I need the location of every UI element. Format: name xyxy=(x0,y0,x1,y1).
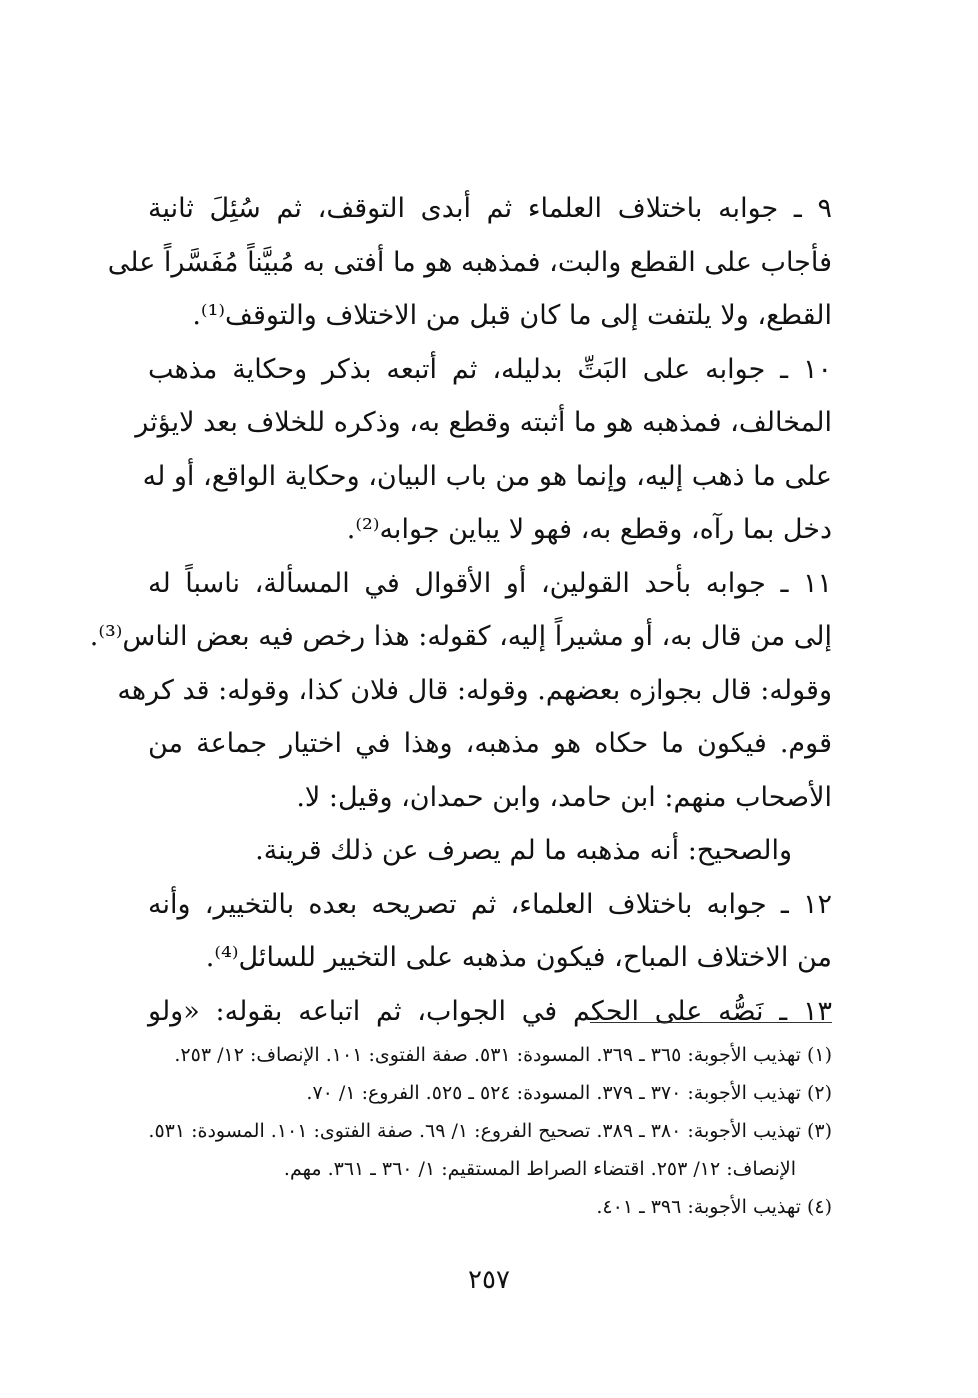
page-number: ٢٥٧ xyxy=(468,1265,510,1295)
text-line: المخالف، فمذهبه هو ما أثبته وقطع به، وذكره للخلاف بعد لايؤثر xyxy=(135,407,832,438)
text-line: فأجاب على القطع والبت، فمذهبه هو ما أفتى به مُبيَّناً مُفَسَّراً على xyxy=(107,246,832,278)
text-line: دخل بما رآه، وقطع به، فهو لا يباين جوابه⁽²⁾. xyxy=(346,514,832,545)
footnote-line: (١) تهذيب الأجوبة: ٣٦٥ ـ ٣٦٩. المسودة: ٥٣١. صفة الفتوى: ١٠١. الإنصاف: ١٢/ ٢٥٣. xyxy=(174,1044,832,1066)
footnote-line: (٣) تهذيب الأجوبة: ٣٨٠ ـ ٣٨٩. تصحيح الفروع: ١/ ٦٩. صفة الفتوى: ١٠١. المسودة: ٥٣١. xyxy=(148,1120,832,1142)
footnote-line: (٢) تهذيب الأجوبة: ٣٧٠ ـ ٣٧٩. المسودة: ٥٢٤ ـ ٥٢٥. الفروع: ١/ ٧٠. xyxy=(306,1082,832,1104)
text-line: ١١ ـ جوابه بأحد القولين، أو الأقوال في المسألة، ناسباً له xyxy=(148,567,832,599)
footnote-line: الإنصاف: ١٢/ ٢٥٣. اقتضاء الصراط المستقيم: ١/ ٣٦٠ ـ ٣٦١. مهم. xyxy=(283,1158,796,1180)
footnotes xyxy=(148,1036,832,1226)
text-line: ٩ ـ جوابه باختلاف العلماء ثم أبدى التوقف، ثم سُئِلَ ثانية xyxy=(148,193,832,224)
text-line: إلى من قال به، أو مشيراً إليه، كقوله: هذا رخص فيه بعض الناس⁽³⁾. xyxy=(89,621,832,652)
text-line: والصحيح: أنه مذهبه ما لم يصرف عن ذلك قرينة. xyxy=(255,835,792,866)
text-line: القطع، ولا يلتفت إلى ما كان قبل من الاختلاف والتوقف⁽¹⁾. xyxy=(192,300,832,331)
text-line: ١٠ ـ جوابه على البَتِّ بدليله، ثم أتبعه بذكر وحكاية مذهب xyxy=(148,353,832,385)
text-line: قوم. فيكون ما حكاه هو مذهبه، وهذا في اختيار جماعة من xyxy=(148,728,832,759)
text-line: الأصحاب منهم: ابن حامد، وابن حمدان، وقيل: لا. xyxy=(296,781,832,813)
text-line: على ما ذهب إليه، وإنما هو من باب البيان، وحكاية الواقع، أو له xyxy=(142,460,832,492)
footnote-line: (٤) تهذيب الأجوبة: ٣٩٦ ـ ٤٠١. xyxy=(596,1196,832,1218)
footnote-separator xyxy=(590,1022,832,1023)
main-text xyxy=(89,182,832,1038)
text-line: ١٢ ـ جوابه باختلاف العلماء، ثم تصريحه بعده بالتخيير، وأنه xyxy=(148,888,832,920)
text-line: وقوله: قال بجوازه بعضهم. وقوله: قال فلان كذا، وقوله: قد كرهه xyxy=(117,674,832,706)
text-line: من الاختلاف المباح، فيكون مذهبه على التخيير للسائل⁽⁴⁾. xyxy=(205,942,832,973)
text-line: ١٣ ـ نَصُّه على الحكم في الجواب، ثم اتباعه بقوله: «ولو xyxy=(148,995,832,1027)
